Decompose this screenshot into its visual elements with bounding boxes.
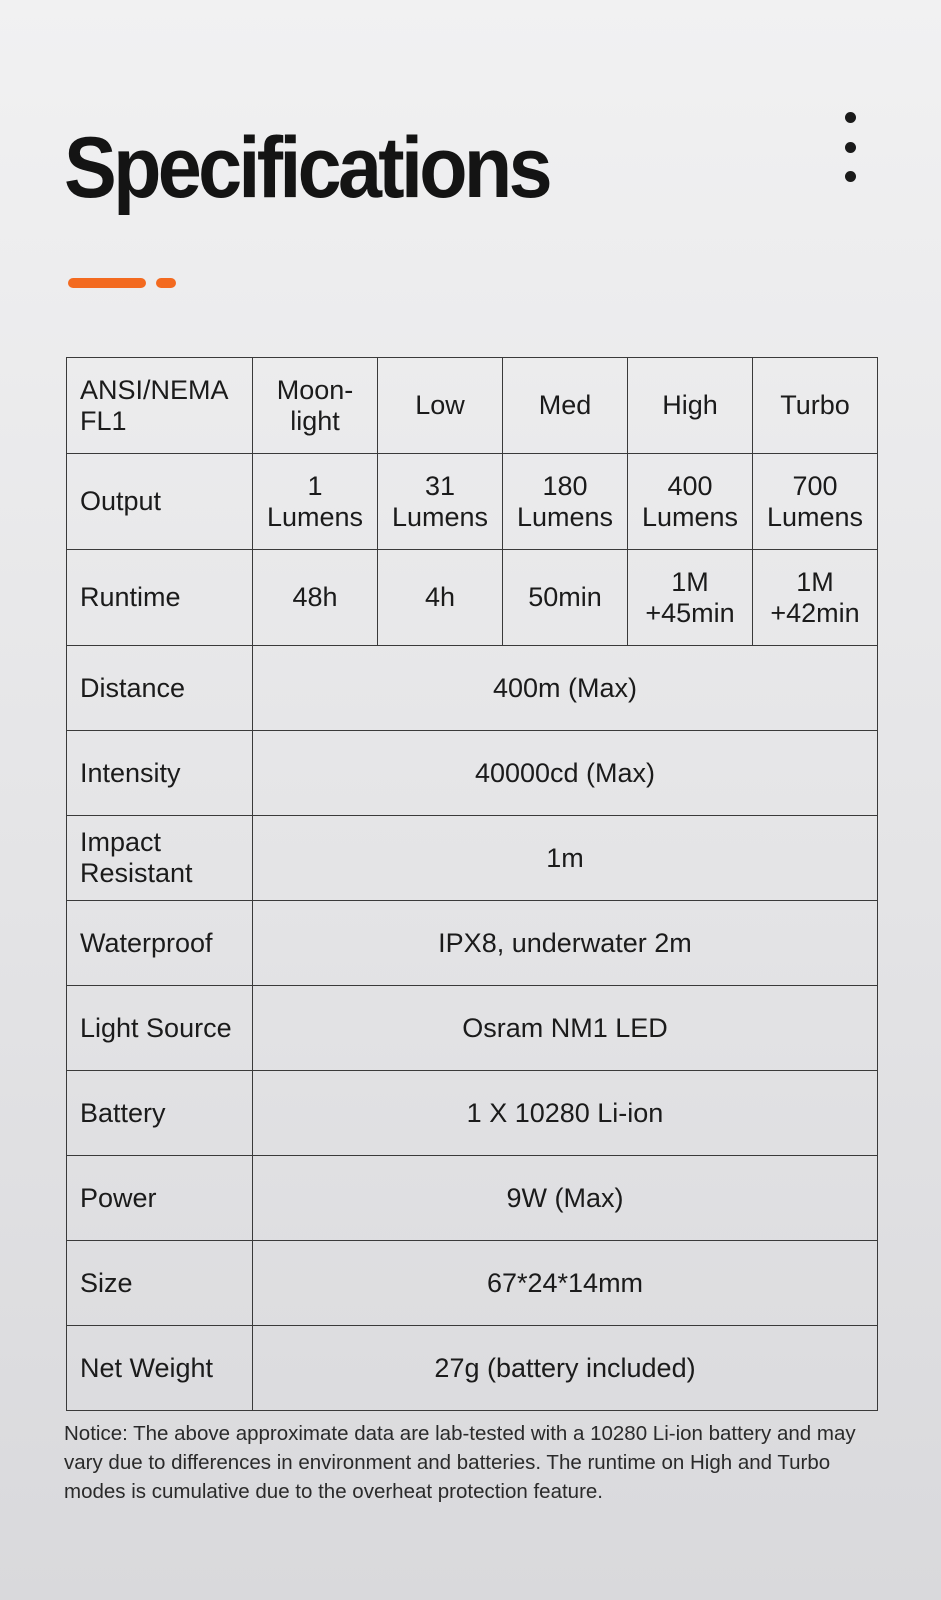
- power-value: 9W (Max): [253, 1156, 878, 1241]
- header-cell-moonlight: Moon- light: [253, 358, 378, 454]
- table-row-waterproof: [67, 901, 878, 986]
- impact-resistant-value: 1m: [253, 816, 878, 901]
- size-value: 67*24*14mm: [253, 1241, 878, 1326]
- table-row-net-weight: [67, 1326, 878, 1411]
- output-turbo-cell: 700 Lumens: [753, 454, 878, 550]
- more-vertical-icon[interactable]: [838, 112, 862, 182]
- header-cell-med: Med: [503, 358, 628, 454]
- row-label-net-weight: Net Weight: [67, 1326, 253, 1411]
- specifications-table: [66, 357, 878, 1411]
- runtime-high-cell: 1M +45min: [628, 550, 753, 646]
- row-label-impact-resistant: Impact Resistant: [67, 816, 253, 901]
- light-source-value: Osram NM1 LED: [253, 986, 878, 1071]
- row-label-power: Power: [67, 1156, 253, 1241]
- runtime-low-cell: 4h: [378, 550, 503, 646]
- menu-dot: [845, 112, 856, 123]
- row-label-output: Output: [67, 454, 253, 550]
- row-label-distance: Distance: [67, 646, 253, 731]
- table-row-intensity: [67, 731, 878, 816]
- table-row-power: [67, 1156, 878, 1241]
- accent-bar-short: [156, 278, 176, 288]
- table-row-distance: [67, 646, 878, 731]
- intensity-value: 40000cd (Max): [253, 731, 878, 816]
- header-cell-standard: ANSI/NEMA FL1: [67, 358, 253, 454]
- output-low-cell: 31 Lumens: [378, 454, 503, 550]
- distance-value: 400m (Max): [253, 646, 878, 731]
- table-row-light-source: [67, 986, 878, 1071]
- battery-value: 1 X 10280 Li-ion: [253, 1071, 878, 1156]
- table-row-size: [67, 1241, 878, 1326]
- waterproof-value: IPX8, underwater 2m: [253, 901, 878, 986]
- row-label-battery: Battery: [67, 1071, 253, 1156]
- table-row-impact-resistant: [67, 816, 878, 901]
- menu-dot: [845, 142, 856, 153]
- page-title: Specifications: [64, 120, 549, 216]
- header-cell-low: Low: [378, 358, 503, 454]
- table-row-output: [67, 454, 878, 550]
- header-cell-turbo: Turbo: [753, 358, 878, 454]
- table-header-row: [67, 358, 878, 454]
- net-weight-value: 27g (battery included): [253, 1326, 878, 1411]
- notice-text: Notice: The above approximate data are lab-tested with a 10280 Li-ion battery and may vary due to differences in environment and batteries. The runtime on High and Turbo modes is cumulative due to the overheat protection feature.: [64, 1422, 856, 1503]
- row-label-waterproof: Waterproof: [67, 901, 253, 986]
- output-moonlight-cell: 1 Lumens: [253, 454, 378, 550]
- runtime-moonlight-cell: 48h: [253, 550, 378, 646]
- row-label-runtime: Runtime: [67, 550, 253, 646]
- accent-bar-long: [68, 278, 146, 288]
- header-cell-high: High: [628, 358, 753, 454]
- row-label-intensity: Intensity: [67, 731, 253, 816]
- table-row-runtime: [67, 550, 878, 646]
- menu-dot: [845, 171, 856, 182]
- runtime-turbo-cell: 1M +42min: [753, 550, 878, 646]
- runtime-med-cell: 50min: [503, 550, 628, 646]
- row-label-size: Size: [67, 1241, 253, 1326]
- output-med-cell: 180 Lumens: [503, 454, 628, 550]
- table-row-battery: [67, 1071, 878, 1156]
- row-label-light-source: Light Source: [67, 986, 253, 1071]
- output-high-cell: 400 Lumens: [628, 454, 753, 550]
